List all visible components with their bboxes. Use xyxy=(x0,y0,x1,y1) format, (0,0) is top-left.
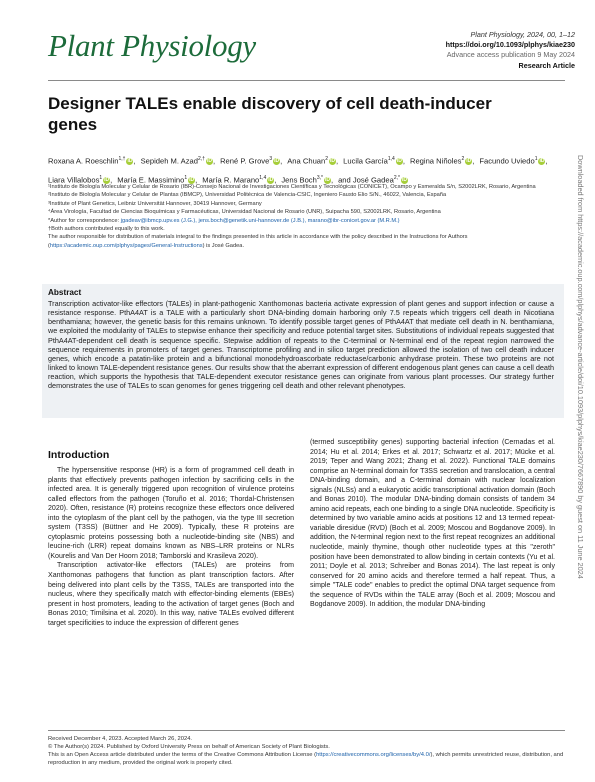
author-name[interactable] xyxy=(48,151,136,170)
abstract-heading: Abstract xyxy=(48,288,82,297)
received-dates: Received December 4, 2023. Accepted March 26, 2024. xyxy=(48,736,193,742)
intro-paragraph-3: (termed susceptibility genes) supporting bacterial infection (Cernadas et al. 2014; Hu et al. 2014; Erkes et al. 2017; Schwartz et al. 2017; Mücke et al. 2019; Teper and Wang 2021; Zhang et al. 2022). Functional TALE domains comprise an N-terminal domain for T3SS secretion and translocation, a central DNA-binding domain, and a C-terminal domain with nuclear localization signals (NLSs) and a eukaryotic acidic transcriptional activation domain (Boch and Bonas 2010). The modular DNA-binding domain consists of tandem 34 amino acid repeats, each one binding to a single DNA nucleotide. Specificity is determined by two variable amino acids at positions 12 and 13 termed repeat-variable diresidue (RVD) (Boch et al. 2009; Moscou and Bogdanove 2009). In addition, the N-terminal region next to the first repeat recognizes an additional nucleotide, mainly thymine, though other nucleotide types at this "zeroth" position have been demonstrated to allow binding in certain contexts (Yu et al. 2011; Doyle et al. 2013; Schreiber and Bonas 2014). The last repeat is only conserved for 20 amino acids and therefore termed a half repeat. Thus, a simple "TALE code" enables to predict the optimal DNA target sequence from the sequence of RVDs within the TALE array (Boch et al. 2009; Moscou and Bogdanove 2009). In addition, the modular DNA-binding xyxy=(310,439,555,609)
instructions-link[interactable]: https://academic.oup.com/plphys/pages/General-Instructions xyxy=(49,242,203,249)
author-affiliation-marker: 1,4 xyxy=(259,174,267,181)
author-name-text: Liara Villalobos xyxy=(48,175,100,185)
author-separator: , xyxy=(274,175,277,185)
doi-link[interactable]: https://doi.org/10.1093/plphys/kiae230 xyxy=(445,40,575,50)
author-affiliation-marker: 3,* xyxy=(316,174,323,181)
author-name-text: Jens Boch xyxy=(281,175,317,185)
author-name-text: and José Gadea xyxy=(338,175,394,185)
author-name-text: Lucila García xyxy=(343,156,388,166)
orcid-icon[interactable]: iD xyxy=(104,176,110,183)
author-affiliation-marker: 2 xyxy=(325,156,329,162)
abstract-text: Transcription activator-like effectors (TALEs) in plant-pathogenic Xanthomonas bacteria activate expression of plant genes and support infection or cause a resistance response. PthA4AT is a TALE with a particularly short DNA-binding domain harboring only 7.5 repeats which triggers cell death in Nicotiana benthamiana; however, the genetic basis for this remains unknown. To identify possible target genes of PthA4AT that mediate cell death in N. benthamiana, we exploited the modularity of TALEs to stepwise enhance their specificity and reduce potential target sites. Substitutions of individual repeats suggested that PthA4AT-dependent cell death is sequence specific. Stepwise addition of repeats to the C-terminal or N-terminal end of the repeat region narrowed the sequence requirements in promoters of target genes. Transcriptome profiling and in silico target prediction allowed the isolation of two cell death inducer genes, which encode a patatin-like protein and a bifunctional monodehydroascorbate reductase/carbonic anhydrase protein. These two proteins are not linked to known TALE-dependent resistance genes. Our results show that the aberrant expression of different endogenous plant genes can cause a cell death reaction, which supports the hypothesis that TALE-dependent executor resistance genes can originate from various plant processes. Our strategy further demonstrates the use of TALEs to scan genomes for genes triggering cell death and other relevant phenotypes. xyxy=(48,299,554,391)
affiliations xyxy=(48,183,560,250)
affiliation-3: ³Institute of Plant Genetics, Leibniz Universität Hannover, 30419 Hannover, Germany xyxy=(48,200,262,207)
intro-paragraph-2: Transcription activator-like effectors (TALEs) are proteins from Xanthomonas pathogens that function as plant transcription factors. After being delivered into plant cells by the T3SS, TALEs are transported into the nucleus, where they specifically match with effector-binding elements (EBEs) present in host promoters, leading to the activation of target genes (Boch and Bonas 2010; Timilsina et al. 2020). In this way, native TALEs evolved different target specificities to induce the expression of different genes xyxy=(48,562,294,627)
equal-contribution-note: †Both authors contributed equally to this work. xyxy=(48,226,165,233)
orcid-icon[interactable]: iD xyxy=(324,176,330,183)
author-affiliation-marker: 2 xyxy=(461,156,465,162)
author-name[interactable] xyxy=(343,151,405,170)
license-link[interactable]: https://creativecommons.org/licenses/by/4.0/ xyxy=(316,752,431,758)
citation: Plant Physiology, 2024, 00, 1–12 xyxy=(470,30,575,39)
author-affiliation-marker: 1,† xyxy=(118,156,126,162)
author-separator: , xyxy=(212,156,216,166)
license xyxy=(48,751,565,767)
orcid-icon[interactable]: iD xyxy=(401,176,407,183)
author-name[interactable] xyxy=(479,151,547,170)
author-separator: , xyxy=(545,156,548,166)
correspondence xyxy=(48,217,560,225)
correspondence-label: *Author for correspondence: xyxy=(48,217,120,224)
affiliation-1: ¹Instituto de Biología Molecular y Celular de Rosario (IBR)-Consejo Nacional de Investigaciones Científicas y Tecnológicas (CONICET), Ocampo y Esmeralda S/n, S2002LRK, Rosario, Argentina xyxy=(48,184,536,190)
author-affiliation-marker: 1,4 xyxy=(387,156,395,162)
author-affiliation-marker: 1 xyxy=(534,156,538,162)
author-name-text: Regina Niñoles xyxy=(409,156,462,166)
body-column-left xyxy=(48,466,294,628)
author-name-text: Roxana A. Roeschlin xyxy=(48,156,119,166)
author-name[interactable] xyxy=(287,151,338,170)
orcid-icon[interactable]: iD xyxy=(274,158,280,165)
correspondence-emails[interactable]: jgadeav@ibmcp.upv.es (J.G.), jens.boch@genetik.uni-hannover.de (J.B.), marano@ibr-conicet.gov.ar (M.R.M.) xyxy=(120,217,400,224)
orcid-icon[interactable]: iD xyxy=(539,158,545,165)
orcid-icon[interactable]: iD xyxy=(206,158,212,165)
license-pre: This is an Open Access article distributed under the terms of the Creative Commons Attribution License ( xyxy=(48,752,317,758)
author-name[interactable] xyxy=(141,151,216,170)
footer xyxy=(48,735,565,767)
author-affiliation-marker: 2,† xyxy=(198,156,205,162)
orcid-icon[interactable]: iD xyxy=(396,158,402,165)
body-column-right xyxy=(310,438,555,610)
intro-paragraph-1: The hypersensitive response (HR) is a form of programmed cell death in plants that effectively prevents pathogen infection by sacrificing cells in the infected area. It is generally triggered upon recognition of virulence proteins called effectors from the pathogen (Toruño et al. 2016; Thordal-Christensen 2020). Often, resistance (R) proteins recognize these effectors once delivered into the cytoplasm of the plant cell by the pathogen, via the type III secretion system (T3SS) (Büttner and He 2009). Typically, these R proteins are cytoplasmic proteins possessing both a nucleotide-binding site (NBS) and leucine-rich (LRR) repeat domains known as NBS–LRR proteins or NLRs (Kourelis and Van Der Hoorn 2018; Tamborski and Krasileva 2020). xyxy=(48,467,294,560)
author-separator: , xyxy=(336,156,339,166)
author-affiliation-marker: 1 xyxy=(99,174,103,181)
author-name-text: Facundo Uviedo xyxy=(479,156,535,166)
author-name-text: María E. Massimino xyxy=(117,175,185,185)
author-name-text: María R. Marano xyxy=(202,175,260,185)
download-stamp-text: Downloaded from https://academic.oup.com/plphys/advance-article/doi/10.1093/plphys/kiae230/7667890 by guest on 11 June 2024 xyxy=(576,155,585,579)
header-divider xyxy=(48,80,565,81)
orcid-icon[interactable]: iD xyxy=(330,158,336,165)
article-meta xyxy=(446,30,575,71)
download-stamp xyxy=(574,155,588,595)
author-name[interactable] xyxy=(410,151,474,170)
affiliation-4: ⁴Área Virología, Facultad de Ciencias Bioquímicas y Farmacéuticas, Universidad Nacional de Rosario (UNR), Suipacha 590, S2002LRK, Rosario, Argentina xyxy=(48,209,441,216)
responsible-author-post: ) is José Gadea. xyxy=(202,242,245,249)
author-name-text: Sepideh M. Azad xyxy=(140,156,198,166)
orcid-icon[interactable]: iD xyxy=(127,158,133,165)
author-affiliation-marker: 2,* xyxy=(393,174,400,181)
orcid-icon[interactable]: iD xyxy=(189,176,195,183)
author-affiliation-marker: 1 xyxy=(184,174,188,181)
footer-divider xyxy=(48,730,565,731)
author-separator: , xyxy=(472,156,475,166)
article-type: Research Article xyxy=(518,60,575,70)
author-separator: , xyxy=(280,156,283,166)
author-separator: , xyxy=(195,175,198,185)
affiliation-2: ²Instituto de Biología Molecular y Celular de Plantas (IBMCP), Universidad Politécnica de Valencia-CSIC, Ingeniero Fausto Elio S/N., 46022, Valencia, España xyxy=(48,192,447,199)
responsible-author-note xyxy=(48,233,560,250)
responsible-author-pre: The author responsible for distribution of materials integral to the findings presented in this article in accordance with the policy described in the Instructions for Authors ( xyxy=(48,234,468,249)
author-affiliation-marker: 3 xyxy=(269,156,273,162)
introduction-heading: Introduction xyxy=(48,449,110,461)
author-name-text: René P. Grove xyxy=(220,156,270,166)
copyright: © The Author(s) 2024. Published by Oxford University Press on behalf of American Society of Plant Biologists. xyxy=(48,744,330,750)
orcid-icon[interactable]: iD xyxy=(466,158,472,165)
author-separator: , xyxy=(330,175,334,185)
author-name-text: Ana Chuan xyxy=(287,156,326,166)
author-separator: , xyxy=(133,156,136,166)
article-title: Designer TALEs enable discovery of cell death-inducer genes xyxy=(48,94,492,134)
author-name[interactable] xyxy=(220,151,282,170)
journal-name: Plant Physiology xyxy=(48,28,256,63)
advance-access: Advance access publication 9 May 2024 xyxy=(446,50,575,60)
orcid-icon[interactable]: iD xyxy=(268,176,274,183)
author-separator: , xyxy=(110,175,113,185)
license-post: ), which permits unrestricted reuse, distribution, and reproduction in any medium, provided the original work is properly cited. xyxy=(48,752,564,766)
author-separator: , xyxy=(402,156,405,166)
